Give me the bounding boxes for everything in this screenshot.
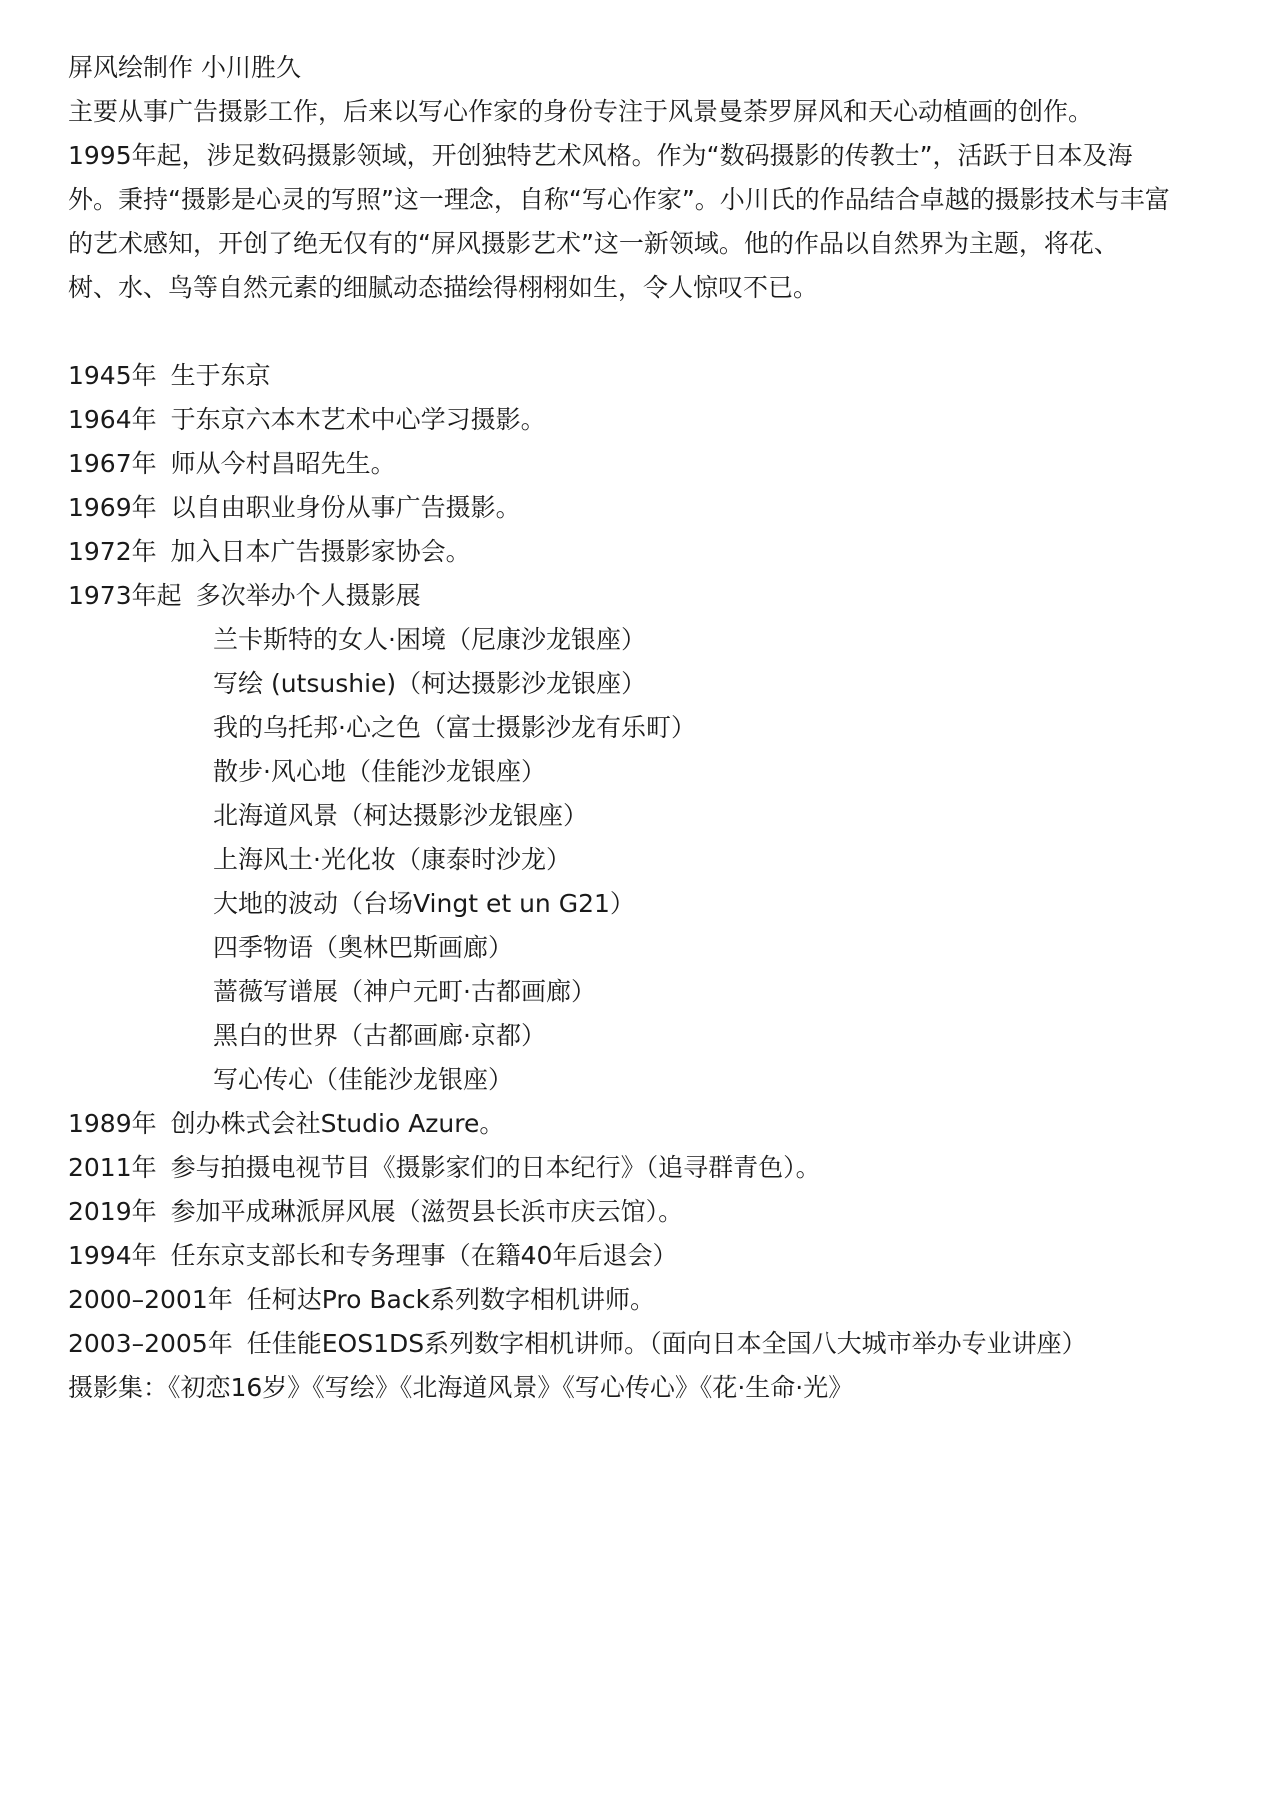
- entry-year: 1967年: [68, 449, 157, 478]
- exhibition-item: 兰卡斯特的女人·困境（尼康沙龙银座）: [213, 625, 646, 654]
- entry-year: 1945年: [68, 361, 157, 390]
- entry-year: 1972年: [68, 537, 157, 566]
- timeline-entry: [68, 354, 1228, 398]
- entry-text: 师从今村昌昭先生。: [170, 449, 396, 478]
- exhibition-item: 黑白的世界（古都画廊·京都）: [213, 1021, 546, 1050]
- exhibition-item: 散步·风心地（佳能沙龙银座）: [213, 757, 546, 786]
- entry-year: 2000–2001年: [68, 1285, 233, 1314]
- intro-line: 1995年起，涉足数码摄影领域，开创独特艺术风格。作为“数码摄影的传教士”，活跃于日本及海: [68, 141, 1133, 170]
- exhibition-item: 北海道风景（柯达摄影沙龙银座）: [213, 801, 589, 830]
- entry-text: 多次举办个人摄影展: [195, 581, 421, 610]
- entry-text: 生于东京: [170, 361, 271, 390]
- document-title: 屏风绘制作 小川胜久: [68, 53, 301, 82]
- exhibition-item: 我的乌托邦·心之色（富士摄影沙龙有乐町）: [213, 713, 696, 742]
- entry-year: 1969年: [68, 493, 157, 522]
- entry-text: 任柯达Pro Back系列数字相机讲师。: [246, 1285, 656, 1314]
- exhibition-item: 四季物语（奥林巴斯画廊）: [213, 933, 514, 962]
- timeline-entry: [68, 530, 1228, 574]
- exhibition-list: [68, 618, 1228, 1102]
- entry-year: 2011年: [68, 1153, 157, 1182]
- entry-text: 任佳能EOS1DS系列数字相机讲师。（面向日本全国八大城市举办专业讲座）: [246, 1329, 1087, 1358]
- timeline-entry: [68, 442, 1228, 486]
- timeline-entry: [68, 486, 1228, 530]
- entry-text: 参加平成琳派屏风展（滋贺县长浜市庆云馆）。: [170, 1197, 684, 1226]
- entry-text: 任东京支部长和专务理事（在籍40年后退会）: [170, 1241, 678, 1270]
- exhibition-item: 蔷薇写谱展（神户元町·古都画廊）: [213, 977, 596, 1006]
- intro-line: 的艺术感知，开创了绝无仅有的“屏风摄影艺术”这一新领域。他的作品以自然界为主题，将花、: [68, 229, 1119, 258]
- intro-line: 树、水、鸟等自然元素的细腻动态描绘得栩栩如生，令人惊叹不已。: [68, 273, 819, 302]
- entry-text: 参与拍摄电视节目《摄影家们的日本纪行》（追寻群青色）。: [170, 1153, 821, 1182]
- intro-line: 外。秉持“摄影是心灵的写照”这一理念，自称“写心作家”。小川氏的作品结合卓越的摄影技术与丰富: [68, 185, 1170, 214]
- document-page: [68, 46, 1228, 1410]
- photobook-list: 摄影集：《初恋16岁》《写绘》《北海道风景》《写心传心》《花·生命·光》: [68, 1373, 854, 1402]
- section-spacer: [68, 310, 1228, 354]
- entry-year: 1973年起: [68, 581, 182, 610]
- intro-line: 主要从事广告摄影工作，后来以写心作家的身份专注于风景曼荼罗屏风和天心动植画的创作。: [68, 97, 1094, 126]
- entry-text: 创办株式会社Studio Azure。: [170, 1109, 505, 1138]
- entry-text: 于东京六本木艺术中心学习摄影。: [170, 405, 546, 434]
- exhibition-item: 大地的波动（台场Vingt et un G21）: [213, 889, 635, 918]
- timeline-entry: [68, 1234, 1228, 1278]
- entry-year: 1994年: [68, 1241, 157, 1270]
- timeline-entry: [68, 574, 1228, 618]
- exhibition-item: 上海风土·光化妆（康泰时沙龙）: [213, 845, 571, 874]
- entry-text: 加入日本广告摄影家协会。: [170, 537, 471, 566]
- intro-paragraph: [68, 90, 1228, 310]
- entry-year: 2019年: [68, 1197, 157, 1226]
- entry-year: 1989年: [68, 1109, 157, 1138]
- entry-year: 2003–2005年: [68, 1329, 233, 1358]
- timeline-list: [68, 354, 1228, 1366]
- entry-text: 以自由职业身份从事广告摄影。: [170, 493, 521, 522]
- timeline-entry: [68, 1190, 1228, 1234]
- exhibition-item: 写心传心（佳能沙龙银座）: [213, 1065, 514, 1094]
- exhibition-item: 写绘 (utsushie)（柯达摄影沙龙银座）: [213, 669, 647, 698]
- timeline-entry: [68, 1146, 1228, 1190]
- timeline-entry: [68, 398, 1228, 442]
- timeline-entry: [68, 1278, 1228, 1322]
- timeline-entry: [68, 1102, 1228, 1146]
- entry-year: 1964年: [68, 405, 157, 434]
- timeline-entry: [68, 1322, 1228, 1366]
